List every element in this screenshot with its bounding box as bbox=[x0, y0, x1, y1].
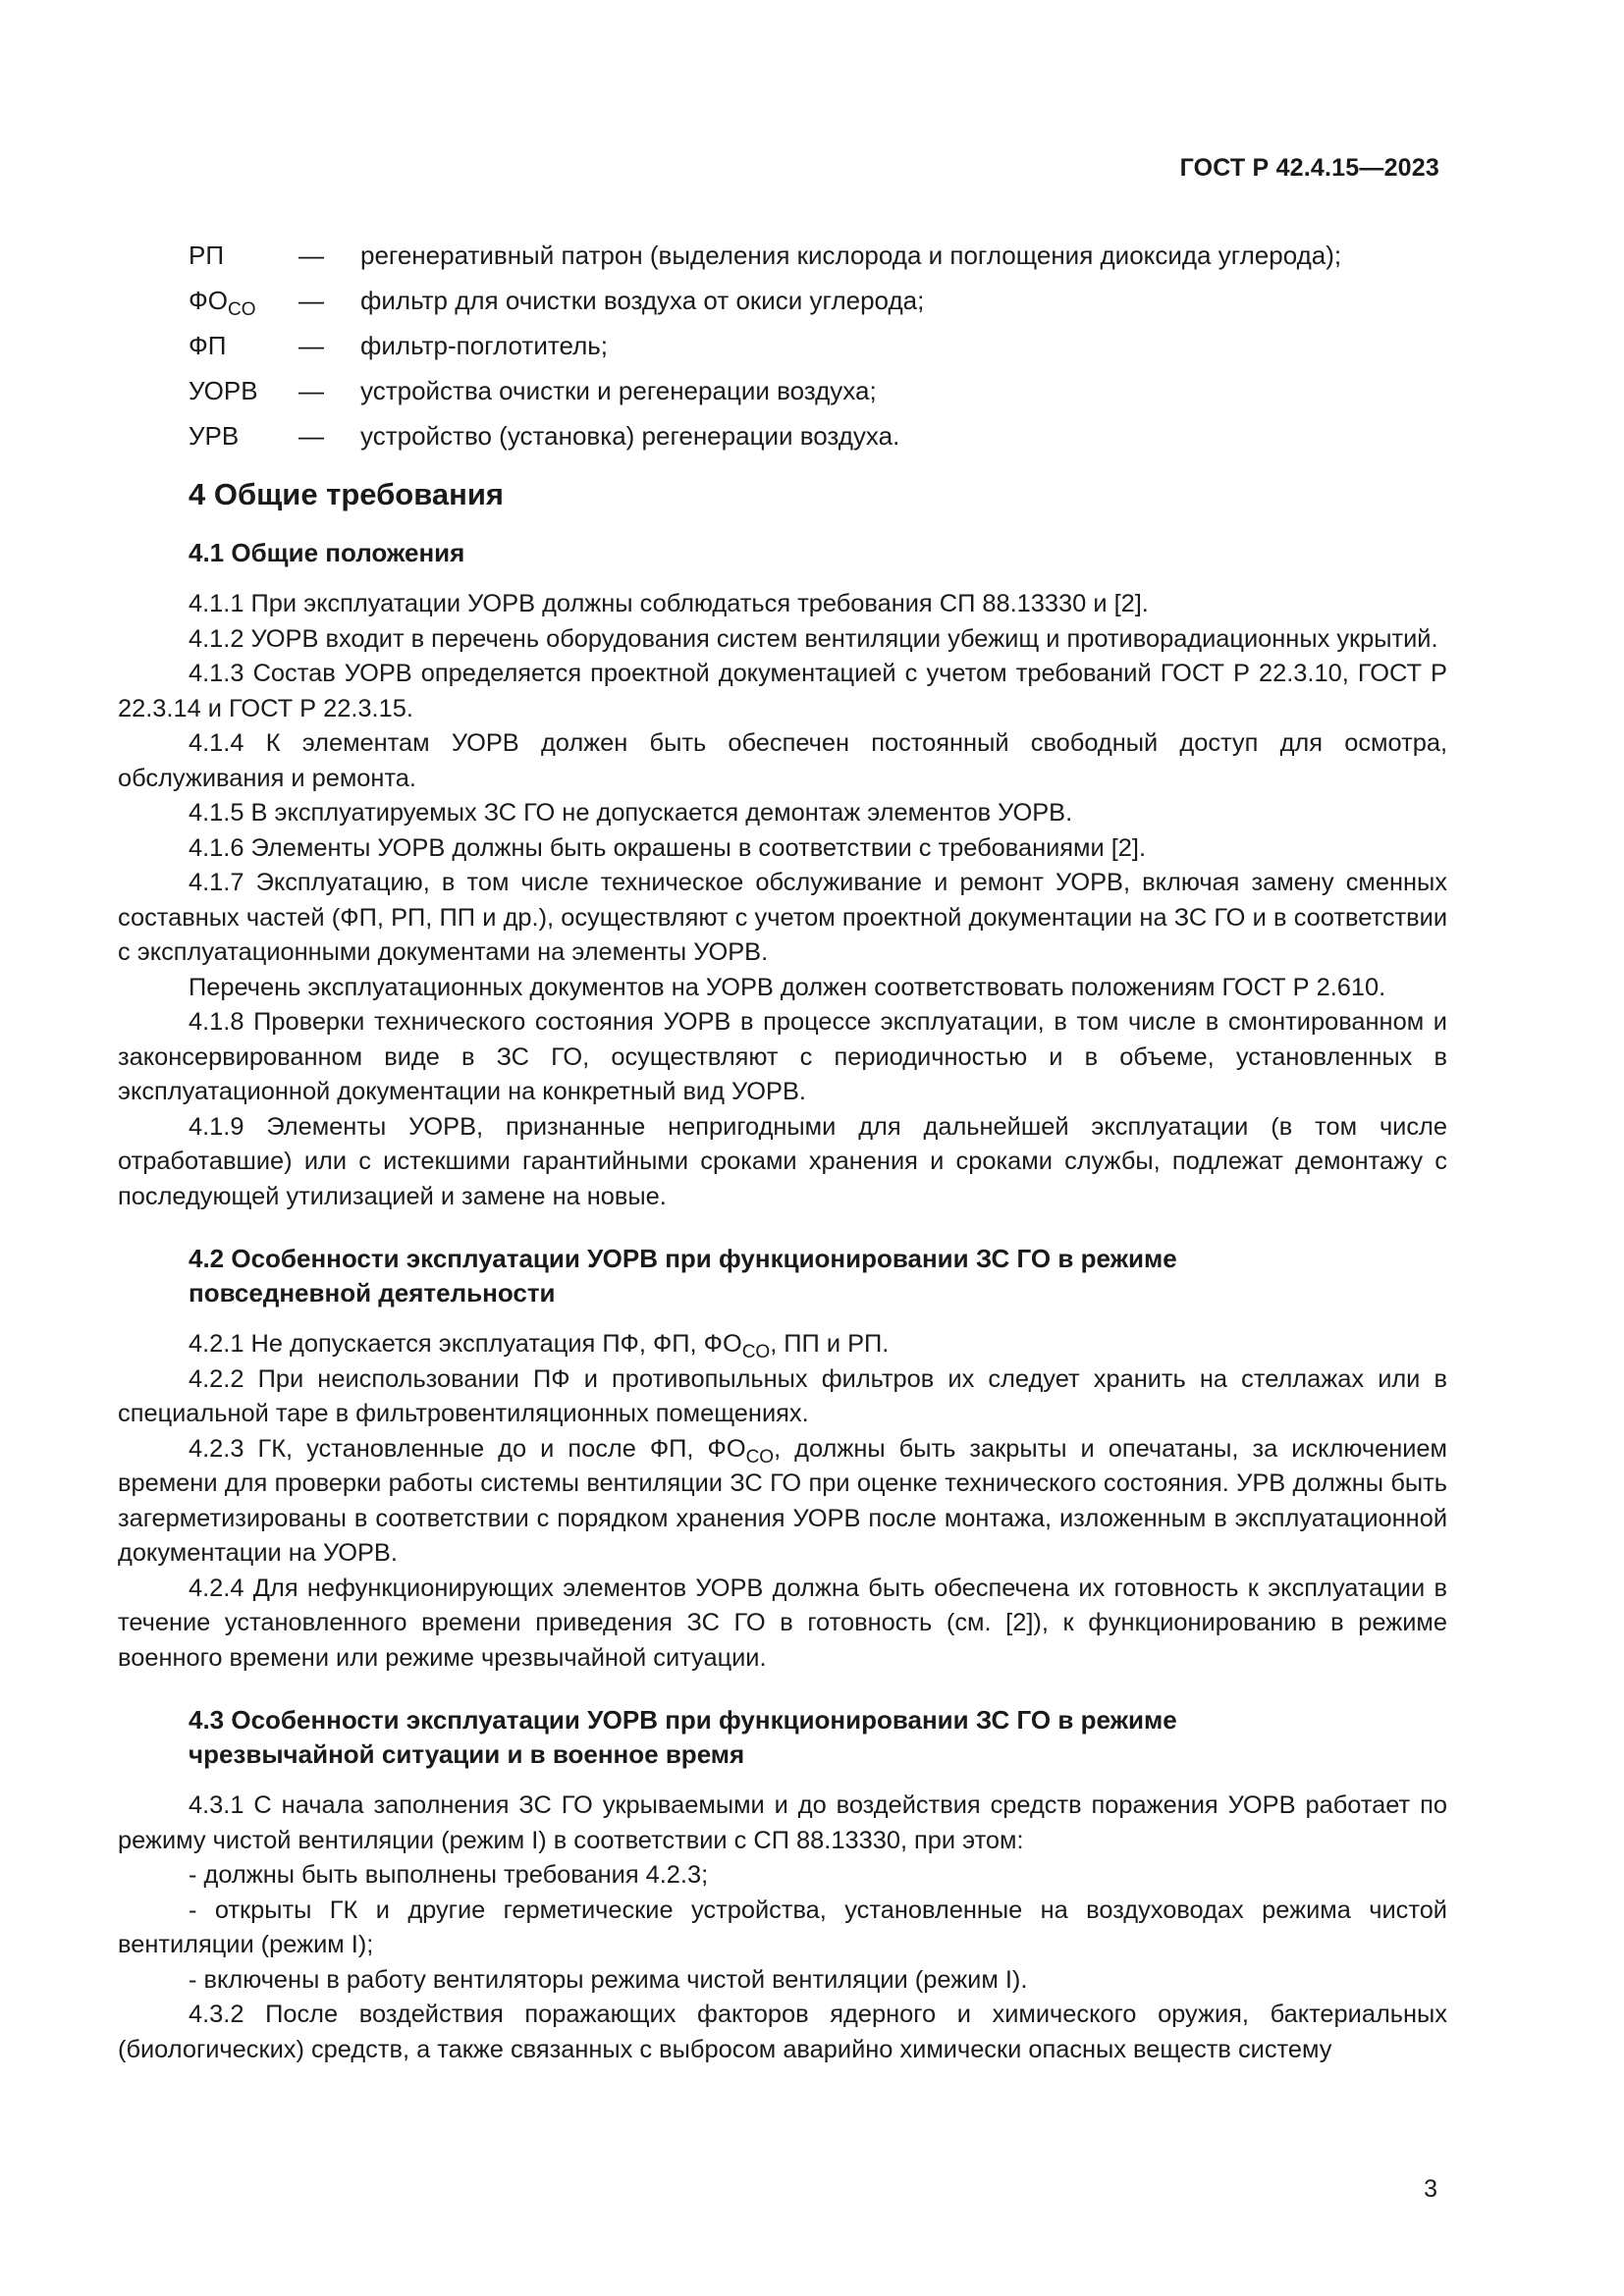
abbreviation-dash: — bbox=[298, 421, 324, 451]
abbreviation-term: УОРВ bbox=[189, 376, 258, 405]
abbreviation-term: $ФО_{CO}$ bbox=[189, 286, 256, 320]
paragraph: 4.1.6 Элементы УОРВ должны быть окрашены в соответствии с требованиями [2]. bbox=[189, 833, 1147, 862]
abbreviation-definition: устройство (установка) регенерации воздуха. bbox=[360, 421, 900, 451]
abbreviation-definition: фильтр для очистки воздуха от окиси углерода; bbox=[360, 286, 925, 315]
abbreviation-definition: фильтр-поглотитель; bbox=[360, 331, 609, 360]
abbreviation-item bbox=[189, 416, 1465, 461]
paragraph: - включены в работу вентиляторы режима чистой вентиляции (режим I). bbox=[189, 1965, 1028, 1994]
subsection-heading: 4.1 Общие положения bbox=[189, 538, 465, 567]
paragraph: 4.1.8 Проверки технического состояния УОРВ в процессе эксплуатации, в том числе в смонтированном и законсервированном виде в ЗС ГО, осуществляют с периодичностью и в объеме, установленных в эксплуатационной документации на конкретный вид УОРВ. bbox=[118, 1008, 1447, 1105]
paragraph: 4.2.2 При неиспользовании ПФ и противопыльных фильтров их следует хранить на стеллажах или в специальной таре в фильтровентиляционных помещениях. bbox=[118, 1364, 1447, 1427]
paragraph: 4.1.9 Элементы УОРВ, признанные непригодными для дальнейшей эксплуатации (в том числе отработавшие) или с истекшими гарантийными сроками хранения и сроками службы, подлежат демонтажу с последующей утилизацией и замене на новые. bbox=[118, 1112, 1447, 1210]
subscript: CO bbox=[741, 1342, 771, 1362]
paragraph: - открыты ГК и другие герметические устройства, установленные на воздуховодах режима чистой вентиляции (режим I); bbox=[118, 1896, 1447, 1958]
paragraph: 4.2.4 Для нефункционирующих элементов УОРВ должна быть обеспечена их готовность к эксплуатации в течение установленного времени приведения ЗС ГО в готовность (см. [2]), к функционированию в режиме военного времени или режиме чрезвычайной ситуации. bbox=[118, 1574, 1447, 1672]
section-heading: 4 Общие требования bbox=[189, 477, 504, 511]
document-code: ГОСТ Р 42.4.15—2023 bbox=[1179, 154, 1439, 182]
abbreviation-dash: — bbox=[298, 376, 324, 405]
subscript: CO bbox=[228, 299, 256, 320]
paragraph: Перечень эксплуатационных документов на УОРВ должен соответствовать положениям ГОСТ Р 2.610. bbox=[189, 973, 1386, 1001]
paragraph: 4.2.1 Не допускается эксплуатация ПФ, ФП, $ФО_{CO}$, ПП и РП. bbox=[189, 1330, 890, 1362]
abbreviation-definition: устройства очистки и регенерации воздуха; bbox=[360, 376, 877, 405]
abbreviation-term: УРВ bbox=[189, 421, 240, 451]
abbreviation-term: РП bbox=[189, 240, 225, 270]
paragraph: 4.1.2 УОРВ входит в перечень оборудования систем вентиляции убежищ и противорадиационных укрытий. bbox=[189, 624, 1438, 653]
paragraph: 4.1.5 В эксплуатируемых ЗС ГО не допускается демонтаж элементов УОРВ. bbox=[189, 799, 1073, 827]
abbreviation-term: ФП bbox=[189, 331, 227, 360]
page-number: 3 bbox=[1424, 2175, 1437, 2203]
paragraph: 4.1.3 Состав УОРВ определяется проектной документацией с учетом требований ГОСТ Р 22.3.10, ГОСТ Р 22.3.14 и ГОСТ Р 22.3.15. bbox=[118, 660, 1447, 722]
subsection-heading: 4.3 Особенности эксплуатации УОРВ при функционировании ЗС ГО в режиме чрезвычайной ситуации и в военное время bbox=[189, 1705, 1177, 1769]
abbreviation-dash: — bbox=[298, 331, 324, 360]
abbreviation-list bbox=[189, 236, 1465, 461]
paragraph: 4.1.4 К элементам УОРВ должен быть обеспечен постоянный свободный доступ для осмотра, обслуживания и ремонта. bbox=[118, 729, 1447, 792]
paragraph: 4.1.7 Эксплуатацию, в том числе техническое обслуживание и ремонт УОРВ, включая замену сменных составных частей (ФП, РП, ПП и др.), осуществляют с учетом проектной документации на ЗС ГО и в соответствии с эксплуатационными документами на элементы УОРВ. bbox=[118, 869, 1447, 966]
subsection-heading: 4.2 Особенности эксплуатации УОРВ при функционировании ЗС ГО в режиме повседневной деятельности bbox=[189, 1244, 1177, 1308]
abbreviation-item bbox=[189, 326, 1465, 371]
paragraph: 4.1.1 При эксплуатации УОРВ должны соблюдаться требования СП 88.13330 и [2]. bbox=[189, 590, 1149, 617]
paragraph: 4.2.3 ГК, установленные до и после ФП, $ФО_{CO}$, должны быть закрыты и опечатаны, за исключением времени для проверки работы системы вентиляции ЗС ГО при оценке технического состояния. УРВ должны быть загерметизированы в соответствии с порядком хранения УОРВ после монтажа, изложенным в эксплуатационной документации на УОРВ. bbox=[118, 1434, 1447, 1567]
document-body bbox=[118, 475, 1447, 2067]
abbreviation-item bbox=[189, 371, 1465, 416]
paragraph: 4.3.2 После воздействия поражающих факторов ядерного и химического оружия, бактериальных (биологических) средств, а также связанных с выбросом аварийно химически опасных веществ систему bbox=[118, 2001, 1447, 2063]
abbreviation-dash: — bbox=[298, 240, 324, 270]
abbreviation-item bbox=[189, 236, 1465, 281]
paragraph: 4.3.1 С начала заполнения ЗС ГО укрываемыми и до воздействия средств поражения УОРВ работает по режиму чистой вентиляции (режим I) в соответствии с СП 88.13330, при этом: bbox=[118, 1791, 1447, 1854]
abbreviation-dash: — bbox=[298, 286, 324, 315]
subscript: CO bbox=[745, 1446, 775, 1468]
abbreviation-item bbox=[189, 281, 1465, 326]
paragraph: - должны быть выполнены требования 4.2.3; bbox=[189, 1861, 709, 1889]
abbreviation-definition: регенеративный патрон (выделения кислорода и поглощения диоксида углерода); bbox=[360, 240, 1342, 270]
